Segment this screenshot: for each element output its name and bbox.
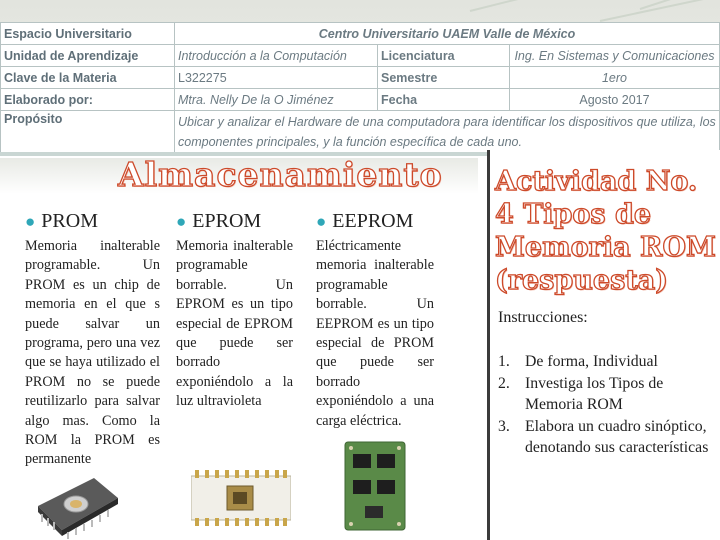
value-licenciatura: Ing. En Sistemas y Comunicaciones [510, 45, 720, 67]
prom-chip-image [34, 468, 120, 540]
value-espacio: Centro Universitario UAEM Valle de México [175, 23, 720, 45]
value-clave: L322275 [175, 67, 378, 89]
table-row [1, 45, 720, 67]
bullet-dot-icon: ● [316, 212, 327, 231]
course-info-table [0, 22, 720, 154]
eprom-chip-image [191, 470, 291, 526]
column-heading: ● EPROM [176, 210, 262, 232]
bullet-dot-icon: ● [176, 212, 187, 231]
list-item: 3. Elabora un cuadro sinóptico, denotando sus características [498, 417, 709, 456]
value-unidad: Introducción a la Computación [175, 45, 378, 67]
label-espacio: Espacio Universitario [1, 23, 175, 45]
column-text: Memoria inalterable programable borrable. Un EPROM es un tipo especial de EPROM que puede ser borrado exponiéndolo a la luz ultravioleta [176, 238, 293, 410]
label-licenciatura: Licenciatura [378, 45, 510, 67]
table-row [1, 89, 720, 111]
column-prom [25, 210, 160, 470]
section-title-almacenamiento: Almacenamiento [118, 155, 443, 194]
vertical-divider [487, 150, 490, 540]
bullet-dot-icon: ● [25, 212, 36, 231]
label-semestre: Semestre [378, 67, 510, 89]
column-eprom [176, 210, 293, 412]
column-heading: ● PROM [25, 210, 98, 232]
eeprom-board-image [343, 440, 407, 532]
value-semestre: 1ero [510, 67, 720, 89]
instructions-list [498, 351, 713, 459]
value-fecha: Agosto 2017 [510, 89, 720, 111]
column-text: Eléctricamente memoria inalterable programable borrable. Un EEPROM es un tipo especial de PROM que puede ser borrado exponiéndolo a una carga eléctrica. [316, 238, 434, 429]
column-eeprom [316, 210, 434, 431]
table-row [1, 67, 720, 89]
label-proposito: Propósito [1, 111, 175, 154]
list-item: 2. Investiga los Tipos de Memoria ROM [498, 374, 664, 413]
instructions-heading: Instrucciones: [498, 309, 588, 326]
label-elaborado: Elaborado por: [1, 89, 175, 111]
label-fecha: Fecha [378, 89, 510, 111]
label-clave: Clave de la Materia [1, 67, 175, 89]
value-proposito: Ubicar y analizar el Hardware de una computadora para identificar los dispositivos que utiliza, los componentes principales, y la función específica de cada uno. [175, 111, 720, 154]
list-item: 1. De forma, Individual [498, 353, 658, 370]
column-heading: ● EEPROM [316, 210, 414, 232]
table-row [1, 111, 720, 154]
column-text: Memoria inalterable programable. Un PROM es un chip de memoria en el que s puede salvar un programa, pero una vez que se haya utilizado el PROM no se puede reutilizarlo para salvar algo mas. Como la ROM la PROM es permanente [25, 238, 160, 468]
label-unidad: Unidad de Aprendizaje [1, 45, 175, 67]
activity-title: Actividad No. 4 Tipos de Memoria ROM (respuesta) [495, 166, 716, 296]
table-row [1, 23, 720, 45]
value-elaborado: Mtra. Nelly De la O Jiménez [175, 89, 378, 111]
